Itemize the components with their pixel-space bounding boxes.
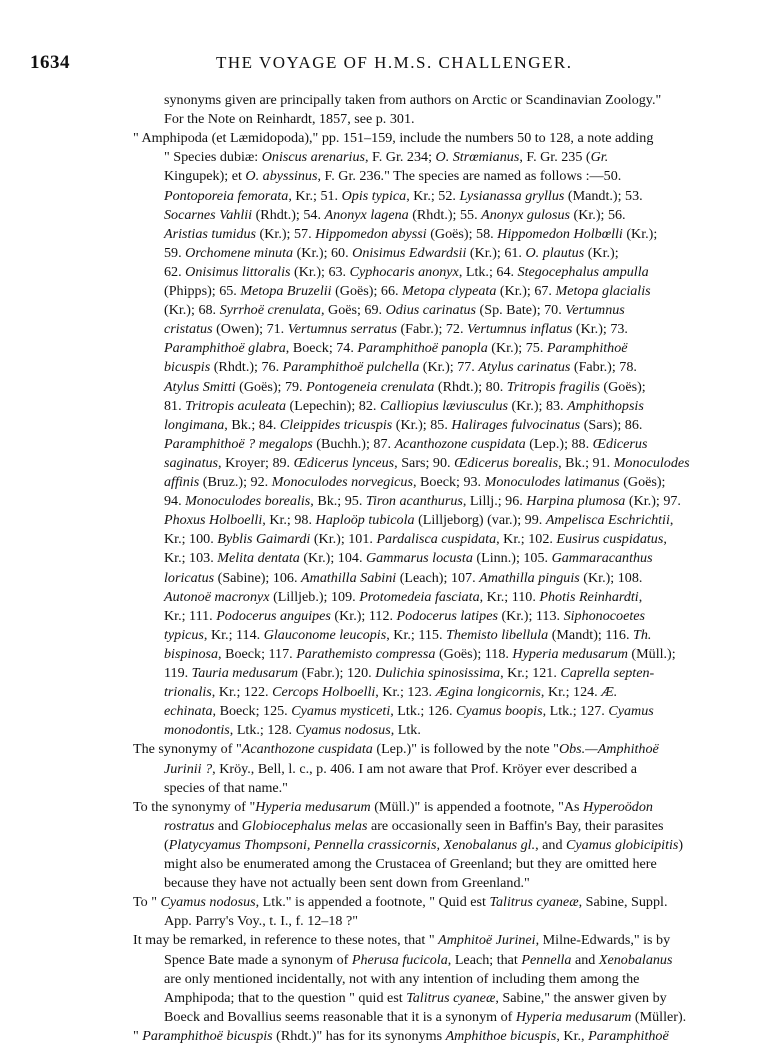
species-name: Cyamus nodosus: [160, 894, 256, 911]
species-name: Siphonocoetes: [563, 607, 645, 624]
text-run: , F. Gr. 236." The species are named as follows :—50.: [317, 168, 622, 185]
text-run: Amphipoda; that to the question " quid est: [164, 989, 407, 1006]
species-name: Paramphithoë: [546, 340, 628, 357]
species-name: Aristias tumidus: [164, 225, 257, 242]
text-run: (Goës); 66.: [331, 283, 403, 299]
text-run: , F. Gr. 234;: [364, 149, 436, 166]
text-run: , Ltk.; 126.: [390, 703, 457, 720]
species-name: Paramphithoë glabra: [164, 340, 286, 357]
species-name: Monoculodes borealis: [185, 493, 311, 510]
species-name: Cyamus mysticeti: [291, 703, 391, 720]
species-name: Atylus Smitti: [164, 378, 236, 395]
text-run: (Kr.); 68.: [164, 302, 220, 319]
species-name: Paramphithoë: [588, 1027, 669, 1044]
text-run: Kr.; 103.: [164, 550, 218, 567]
species-name: Metopa clypeata: [402, 283, 497, 299]
text-run: , Ltk.: [390, 722, 421, 739]
text-run: (Kr.); 113.: [497, 607, 564, 624]
text-run: and: [571, 951, 599, 968]
species-name: Cyphocaris anonyx: [349, 263, 459, 280]
species-name: Acanthozone cuspidata: [394, 435, 526, 452]
species-name: Cyamus globicipitis: [566, 836, 679, 853]
species-name: Tiron acanthurus: [365, 493, 463, 510]
species-name: Talitrus cyaneæ: [406, 989, 496, 1006]
text-run: ,: [663, 531, 667, 548]
text-run: 62.: [164, 263, 186, 280]
species-name: loricatus: [164, 569, 215, 586]
species-name: echinata: [164, 703, 213, 720]
text-run: (Goës);: [599, 378, 646, 395]
species-name: Hippomedon Holbœlli: [497, 225, 623, 242]
species-name: Æ.: [601, 684, 618, 701]
species-name: Tritropis fragilis: [506, 378, 600, 395]
species-name: affinis: [164, 474, 200, 490]
text-run: (Kr.); 97.: [625, 493, 681, 510]
text-run: App. Parry's Voy., t. I., f. 12–18 ?": [164, 913, 358, 930]
text-run: The synonymy of ": [133, 741, 242, 758]
species-name: Anonyx gulosus: [481, 206, 570, 223]
species-name: O. plautus: [525, 244, 585, 261]
text-run: (Mandt.); 53.: [564, 187, 643, 204]
species-name: Œdicerus borealis: [454, 454, 559, 471]
text-run: , Milne-Edwards," is by: [535, 932, 671, 949]
text-run: , Kr.,: [556, 1027, 589, 1044]
text-run: (Lilljeborg) (var.); 99.: [414, 512, 546, 529]
species-name: Jurinii ?: [164, 760, 213, 777]
species-name: Ampelisca Eschrichtii: [545, 512, 670, 529]
species-name: Metopa glacialis: [555, 283, 651, 299]
species-name: Oniscus arenarius: [261, 149, 365, 166]
text-run: (Buchh.); 87.: [312, 435, 395, 452]
species-name: Stegocephalus ampulla: [517, 263, 649, 280]
text-run: 94.: [164, 493, 186, 510]
text-run: are only mentioned incidentally, not with any intention of including them among the: [164, 970, 640, 987]
species-name: Parathemisto compressa: [296, 645, 436, 662]
species-name: saginatus: [164, 454, 219, 471]
text-run: To ": [133, 894, 161, 911]
text-run: 59.: [164, 244, 186, 261]
text-run: (Kr.); 73.: [572, 321, 628, 338]
species-name: Monoculodes: [613, 454, 690, 471]
species-name: Obs.—Amphithoë: [558, 741, 659, 758]
species-name: Anonyx lagena: [324, 206, 409, 223]
text-run: , Lillj.; 96.: [462, 493, 527, 510]
text-run: , Ltk." is appended a footnote, " Quid est: [255, 894, 490, 911]
species-name: Syrrhoë crenulata: [219, 302, 321, 319]
text-run: , Kr.; 110.: [479, 588, 540, 605]
text-run: , Kr.; 98.: [262, 512, 316, 529]
text-run: (Kr.); 112.: [330, 607, 397, 624]
species-name: Monoculodes latimanus: [484, 474, 620, 490]
text-run: , Kr.; 124.: [540, 684, 602, 701]
species-name: Amphithoe bicuspis: [445, 1027, 557, 1044]
text-run: (Kr.);: [622, 225, 658, 242]
text-run: , Goës; 69.: [320, 302, 386, 319]
text-run: , F. Gr. 235 (: [519, 149, 591, 166]
text-run: and: [214, 817, 242, 834]
text-line: [133, 1026, 669, 1048]
species-name: Ægina longicornis: [435, 684, 541, 701]
text-run: , Kr.; 123.: [375, 684, 436, 701]
text-run: Spence Bate made a synonym of: [164, 951, 352, 968]
species-name: Cercops Holboelli: [272, 684, 376, 701]
species-name: Cleippides tricuspis: [279, 416, 393, 433]
species-name: Eusirus cuspidatus: [556, 531, 664, 548]
text-run: " Species dubiæ:: [164, 149, 262, 166]
text-run: (Kr.); 77.: [419, 359, 479, 376]
species-name: Amathilla pinguis: [479, 569, 580, 586]
species-name: Hippomedon abyssi: [315, 225, 427, 242]
species-name: Gammarus locusta: [366, 550, 473, 567]
text-run: (Müll.)" is appended a footnote, "As: [370, 798, 584, 815]
species-name: Cyamus boopis: [456, 703, 543, 720]
species-name: Onisimus Edwardsii: [352, 244, 467, 261]
species-name: Caprella septen-: [560, 665, 655, 681]
text-run: (Kr.); 60.: [293, 244, 353, 261]
species-name: Orchomene minuta: [185, 244, 294, 261]
text-run: (Rhdt.); 76.: [210, 359, 283, 376]
page-header: [30, 52, 730, 78]
species-name: Œdicerus: [592, 435, 648, 452]
species-name: Gr.: [590, 149, 609, 166]
text-run: (Kr.); 56.: [569, 206, 626, 223]
species-name: typicus: [164, 626, 204, 643]
running-title: THE VOYAGE OF H.M.S. CHALLENGER.: [216, 53, 573, 72]
species-name: Dulichia spinosissima: [375, 665, 501, 681]
text-run: (Owen); 71.: [212, 321, 288, 338]
text-run: might also be enumerated among the Crustacea of Greenland; but they are omitted here: [164, 856, 657, 872]
species-name: O. abyssinus: [245, 168, 318, 185]
species-name: Pennella: [521, 951, 572, 968]
text-run: , Kr.; 102.: [496, 531, 557, 548]
text-run: (Fabr.); 78.: [570, 359, 637, 376]
text-run: (Müll.);: [627, 645, 676, 662]
text-run: , Sars; 90.: [394, 454, 455, 471]
text-run: (Lep.)" is followed by the note ": [372, 741, 559, 758]
species-name: Hyperoödon: [583, 798, 653, 815]
species-name: Glauconome leucopis: [263, 626, 387, 643]
species-name: Metopa Bruzelii: [240, 283, 332, 299]
species-name: monodontis: [164, 722, 230, 739]
species-name: Paramphithoë bicuspis: [142, 1027, 273, 1044]
text-run: (Lepechin); 82.: [286, 397, 380, 414]
text-run: (Bruz.); 92.: [199, 474, 272, 490]
text-run: (Goës); 58.: [426, 225, 498, 242]
text-run: (Kr.);: [584, 244, 619, 261]
text-run: , Kr.; 121.: [500, 665, 561, 681]
text-run: , Kr.; 122.: [211, 684, 273, 701]
text-run: 119.: [164, 665, 192, 681]
species-name: Tritropis aculeata: [185, 397, 287, 414]
text-run: synonyms given are principally taken from authors on Arctic or Scandinavian Zoology.": [164, 92, 662, 108]
text-run: (Kr.); 63.: [290, 263, 350, 280]
text-run: (Linn.); 105.: [472, 550, 552, 567]
text-run: species of that name.": [164, 779, 288, 796]
species-name: Melita dentata: [217, 550, 300, 567]
species-name: trionalis: [164, 684, 212, 701]
text-run: (Leach); 107.: [396, 569, 480, 586]
species-name: Hyperia medusarum: [512, 645, 628, 662]
text-run: Kingupek); et: [164, 168, 246, 185]
text-run: , Kr.; 115.: [386, 626, 446, 643]
text-run: (: [164, 836, 169, 853]
species-name: Pontogeneia crenulata: [306, 378, 435, 395]
species-name: Pontoporeia femorata: [164, 187, 289, 204]
species-name: Podocerus latipes: [396, 607, 498, 624]
species-name: Acanthozone cuspidata: [241, 741, 373, 758]
species-name: O. Strœmianus: [435, 149, 520, 166]
species-name: Lysianassa gryllus: [459, 187, 565, 204]
species-name: Haploöp tubicola: [315, 512, 415, 529]
species-name: Pherusa fucicola: [351, 951, 448, 968]
text-run: are occasionally seen in Baffin's Bay, their parasites: [367, 817, 664, 834]
species-name: Photis Reinhardti: [539, 588, 639, 605]
species-name: Harpina plumosa: [526, 493, 626, 510]
species-name: rostratus: [164, 817, 215, 834]
species-name: Xenobalanus: [598, 951, 673, 968]
text-run: (Goës);: [619, 474, 666, 490]
text-run: (Mandt); 116.: [548, 626, 633, 643]
species-name: Hyperia medusarum: [515, 1008, 632, 1025]
species-name: cristatus: [164, 321, 213, 338]
text-run: , Ltk.; 64.: [458, 263, 518, 280]
text-run: (Kr.); 85.: [392, 416, 452, 433]
text-run: , Ltk.; 127.: [542, 703, 609, 720]
text-run: , Boeck; 117.: [218, 645, 297, 662]
species-name: Amathilla Sabini: [301, 569, 397, 586]
text-run: (Kr.); 67.: [496, 283, 556, 299]
text-run: (Kr.); 108.: [579, 569, 643, 586]
text-run: (Müller).: [631, 1008, 687, 1025]
text-run: (Kr.); 83.: [507, 397, 568, 414]
species-name: Tauria medusarum: [191, 665, 299, 681]
text-run: (Kr.); 101.: [310, 531, 377, 548]
text-run: , Kr.; 114.: [203, 626, 264, 643]
species-name: Vertumnus serratus: [287, 321, 397, 338]
species-name: Halirages fulvocinatus: [451, 416, 581, 433]
species-name: Cyamus: [608, 703, 654, 720]
species-name: Monoculodes norvegicus: [271, 474, 413, 490]
text-run: , and: [535, 836, 567, 853]
text-run: , Leach; that: [447, 951, 522, 968]
species-name: bispinosa: [164, 645, 219, 662]
species-name: Atylus carinatus: [478, 359, 571, 376]
species-name: Vertumnus: [565, 302, 625, 319]
species-name: longimana: [164, 416, 225, 433]
text-run: (Phipps); 65.: [164, 283, 241, 299]
species-name: Protomedeia fasciata: [359, 588, 480, 605]
species-name: Amphithopsis: [567, 397, 644, 414]
species-name: Paramphithoë panopla: [357, 340, 488, 357]
text-run: because they have not actually been sent down from Greenland.": [164, 875, 530, 892]
species-name: Gammaracanthus: [551, 550, 653, 567]
species-name: Byblis Gaimardi: [217, 531, 311, 548]
text-run: It may be remarked, in reference to these notes, that ": [133, 932, 439, 949]
species-name: Globiocephalus melas: [241, 817, 368, 834]
species-name: Calliopius læviusculus: [379, 397, 508, 414]
text-run: , Bk.; 84.: [224, 416, 280, 433]
text-run: (Kr.); 104.: [299, 550, 366, 567]
text-run: For the Note on Reinhardt, 1857, see p. 301.: [164, 111, 415, 128]
text-run: (Rhdt.)" has for its synonyms: [272, 1027, 446, 1044]
species-name: Vertumnus inflatus: [467, 321, 573, 338]
text-run: (Kr.); 57.: [256, 225, 316, 242]
species-name: Onisimus littoralis: [185, 263, 291, 280]
species-name: Odius carinatus: [385, 302, 477, 319]
text-run: , Boeck; 93.: [412, 474, 485, 490]
species-name: Hyperia medusarum: [255, 798, 371, 815]
species-name: Paramphithoë pulchella: [282, 359, 420, 376]
species-name: Socarnes Vahlii: [164, 206, 253, 223]
text-run: (Rhdt.); 80.: [434, 378, 507, 395]
text-run: , Ltk.; 128.: [229, 722, 296, 739]
text-run: , Bk.; 95.: [310, 493, 366, 510]
text-run: (Goës); 118.: [435, 645, 513, 662]
text-run: , Kroyer; 89.: [218, 454, 294, 471]
text-run: (Lilljeb.); 109.: [269, 588, 360, 605]
text-run: (Sabine); 106.: [214, 569, 302, 586]
species-name: Phoxus Holboelli: [164, 512, 263, 529]
text-run: ,: [638, 588, 643, 605]
text-run: (Lep.); 88.: [525, 435, 593, 452]
text-run: , Boeck; 74.: [285, 340, 358, 357]
species-name: Paramphithoë ? megalops: [164, 435, 313, 452]
text-run: , Sabine," the answer given by: [495, 989, 667, 1006]
species-name: Talitrus cyaneæ: [489, 894, 579, 911]
text-run: (Kr.); 75.: [487, 340, 547, 357]
text-run: (Sp. Bate); 70.: [476, 302, 566, 319]
text-run: Kr.; 100.: [164, 531, 218, 548]
species-name: Pardalisca cuspidata: [376, 531, 497, 548]
text-run: Boeck and Bovallius seems reasonable that it is a synonym of: [164, 1008, 516, 1025]
text-run: , Sabine, Suppl.: [578, 894, 668, 911]
page-number: 1634: [30, 52, 70, 73]
species-name: bicuspis: [164, 359, 211, 376]
text-run: , Kröy., Bell, l. c., p. 406. I am not aware that Prof. Kröyer ever described a: [212, 760, 638, 777]
text-run: , Bk.; 91.: [558, 454, 614, 471]
species-name: Th.: [633, 626, 652, 643]
species-name: Platycyamus Thompsoni, Pennella crassicornis, Xenobalanus gl.: [168, 836, 536, 853]
text-run: , Kr.; 52.: [406, 187, 460, 204]
text-run: 81.: [164, 397, 186, 414]
text-run: , Kr.; 51.: [288, 187, 342, 204]
species-name: Œdicerus lynceus: [293, 454, 395, 471]
text-run: ,: [669, 512, 674, 529]
species-name: Themisto libellula: [446, 626, 549, 643]
text-run: ): [678, 836, 684, 853]
text-run: (Fabr.); 72.: [396, 321, 468, 338]
text-run: (Rhdt.); 55.: [408, 206, 482, 223]
text-run: Kr.; 111.: [164, 607, 217, 624]
text-run: " Amphipoda (et Læmidopoda)," pp. 151–159, include the numbers 50 to 128, a note adding: [133, 130, 654, 147]
text-run: (Kr.); 61.: [466, 244, 526, 261]
text-run: To the synonymy of ": [133, 798, 256, 815]
text-run: (Goës); 79.: [235, 378, 307, 395]
text-run: ": [133, 1027, 143, 1044]
species-name: Opis typica: [341, 187, 407, 204]
species-name: Cyamus nodosus: [295, 722, 391, 739]
text-run: (Sars); 86.: [580, 416, 643, 433]
text-run: (Fabr.); 120.: [298, 665, 376, 681]
species-name: Amphitoë Jurinei: [438, 932, 536, 949]
species-name: Autonoë macronyx: [164, 588, 270, 605]
species-name: Podocerus anguipes: [216, 607, 331, 624]
text-run: , Boeck; 125.: [212, 703, 292, 720]
text-run: (Rhdt.); 54.: [252, 206, 325, 223]
